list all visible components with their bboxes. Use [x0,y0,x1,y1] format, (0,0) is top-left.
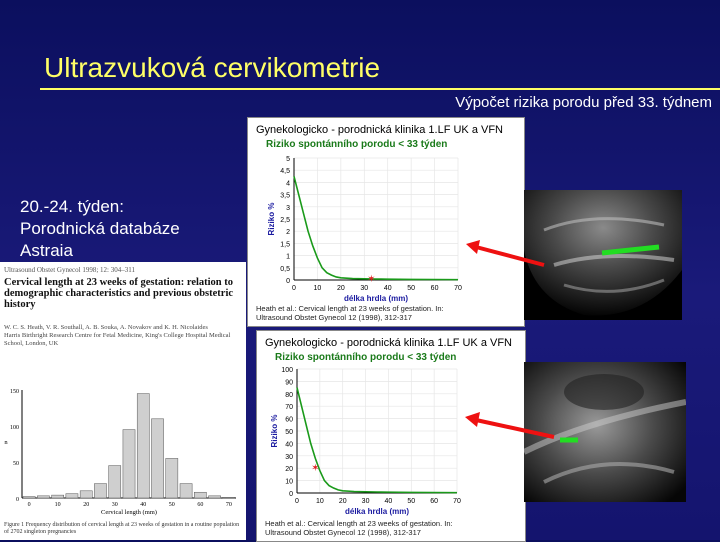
chart1-foot-line1: Heath et al.: Cervical length at 23 weeks of gestation. In: [256,304,444,313]
histo-bar [37,496,49,498]
x-tick-label: 60 [430,498,439,505]
x-tick-label: 0 [295,498,299,505]
y-tick-label: 4,5 [280,168,290,176]
title-underline [40,88,720,90]
histo-y-tick-label: 0 [16,497,19,503]
x-tick-label: 20 [336,285,345,292]
x-tick-label: 50 [407,498,416,505]
y-tick-label: 90 [285,379,293,387]
y-tick-label: 0,5 [280,265,290,273]
y-tick-label: 100 [281,367,293,374]
x-axis-label: délka hrdla (mm) [343,294,409,303]
page-subtitle: Výpočet rizika porodu před 33. týdnem [455,94,712,111]
y-tick-label: 3,5 [280,192,290,200]
y-axis-label: Riziko % [270,414,279,448]
y-tick-label: 20 [285,466,293,474]
chart1-title: Riziko spontánního porodu < 33 týden [266,139,448,150]
paper-title: Cervical length at 23 weeks of gestation: relation to demographic characteristics and previous obstetric history [4,277,234,310]
histo-bar [223,497,235,498]
x-tick-label: 40 [383,285,392,292]
histo-bar [80,491,92,498]
y-tick-label: 2,5 [280,217,290,224]
page-title: Ultrazvuková cervikometrie [44,52,381,83]
red-arrow-2 [460,412,560,442]
x-tick-label: 40 [384,498,393,505]
histo-x-tick-label: 30 [111,502,118,508]
y-tick-label: 5 [286,156,290,163]
risk-chart-1-plot [248,118,524,326]
y-tick-label: 0 [286,278,290,285]
paper-excerpt [0,262,246,540]
histo-bar [166,458,178,498]
left-note-line3: Astraia [20,241,73,260]
y-tick-label: 70 [285,404,293,412]
histo-bar [180,484,192,498]
x-tick-label: 70 [454,285,462,292]
y-tick-label: 80 [285,391,293,399]
chart1-foot-line2: Ultrasound Obstet Gynecol 12 (1998), 312-317 [256,313,412,322]
left-note [20,196,180,262]
histo-x-tick-label: 10 [54,502,61,508]
x-tick-label: 50 [407,285,416,292]
histo-bar [209,496,221,498]
y-tick-label: 4 [286,180,290,188]
x-tick-label: 30 [361,498,370,505]
x-tick-label: 20 [338,498,347,505]
chart2-foot-line2: Ultrasound Obstet Gynecol 12 (1998), 312-317 [265,528,421,537]
histo-x-tick-label: 50 [168,502,175,508]
y-tick-label: 1 [286,253,290,261]
histo-bar [52,495,64,498]
y-tick-label: 50 [285,429,293,436]
y-tick-label: 3 [286,204,290,212]
y-tick-label: 2 [286,229,290,237]
histo-x-tick-label: 60 [197,502,204,508]
risk-curve [294,176,458,279]
paper-figure-caption: Figure 1 Frequency distribution of cervical length at 23 weeks of gestation in a routine population of 2702 singleton pregnancies [4,522,240,535]
y-tick-label: 30 [285,453,293,461]
histo-y-label: n [4,439,8,446]
y-tick-label: 10 [285,478,293,486]
x-tick-label: 0 [292,285,296,292]
histo-bar [109,466,121,498]
histo-x-tick-label: 70 [225,502,232,508]
histo-bar [123,430,135,498]
histo-x-tick-label: 0 [27,502,31,508]
x-tick-label: 70 [453,498,461,505]
x-axis-label: délka hrdla (mm) [344,507,410,516]
chart2-title: Riziko spontánního porodu < 33 týden [275,352,457,363]
y-tick-label: 1,5 [280,241,290,249]
chart2-header: Gynekologicko - porodnická klinika 1.LF UK a VFN [265,337,512,349]
left-note-line1: 20.-24. týden: [20,197,124,216]
red-arrow-1 [460,240,550,270]
histo-bar [151,419,163,498]
risk-marker: ✶ [367,273,376,285]
left-note-line2: Porodnická databáze [20,219,180,238]
histo-x-label: Cervical length (mm) [101,509,157,516]
histo-bar [66,494,78,498]
histo-bar [137,394,149,498]
histo-bar [94,484,106,498]
histo-y-tick-label: 100 [10,425,19,431]
histo-y-tick-label: 150 [10,389,19,395]
histogram-chart [0,380,246,520]
risk-marker: ✶ [311,463,320,475]
chart1-header: Gynekologicko - porodnická klinika 1.LF UK a VFN [256,124,503,136]
x-tick-label: 10 [313,285,322,292]
histo-y-tick-label: 50 [13,461,19,467]
chart1-footnote [256,304,444,322]
paper-journal: Ultrasound Obstet Gynecol 1998; 12: 304–311 [4,266,135,274]
histo-x-tick-label: 20 [83,502,90,508]
x-tick-label: 10 [315,498,324,505]
y-tick-label: 40 [285,441,293,449]
x-tick-label: 60 [430,285,439,292]
y-axis-label: Riziko % [267,202,276,236]
chart2-foot-line1: Heath et al.: Cervical length at 23 weeks of gestation. In: [265,519,453,528]
chart2-footnote [265,519,453,537]
y-tick-label: 0 [289,491,293,498]
paper-affiliation: Harris Birthright Research Centre for Fetal Medicine, King's College Hospital Medical School, London, UK [4,332,231,347]
histo-x-tick-label: 40 [140,502,147,508]
paper-authors [4,324,242,348]
paper-author-list: W. C. S. Heath, V. R. Southall, A. B. Souka, A. Novakov and K. H. Nicolaides [4,324,208,331]
risk-chart-1 [247,117,525,327]
risk-curve [297,388,457,493]
histo-bar [194,492,206,498]
histo-bar [23,497,35,498]
y-tick-label: 60 [285,416,293,424]
x-tick-label: 30 [360,285,369,292]
